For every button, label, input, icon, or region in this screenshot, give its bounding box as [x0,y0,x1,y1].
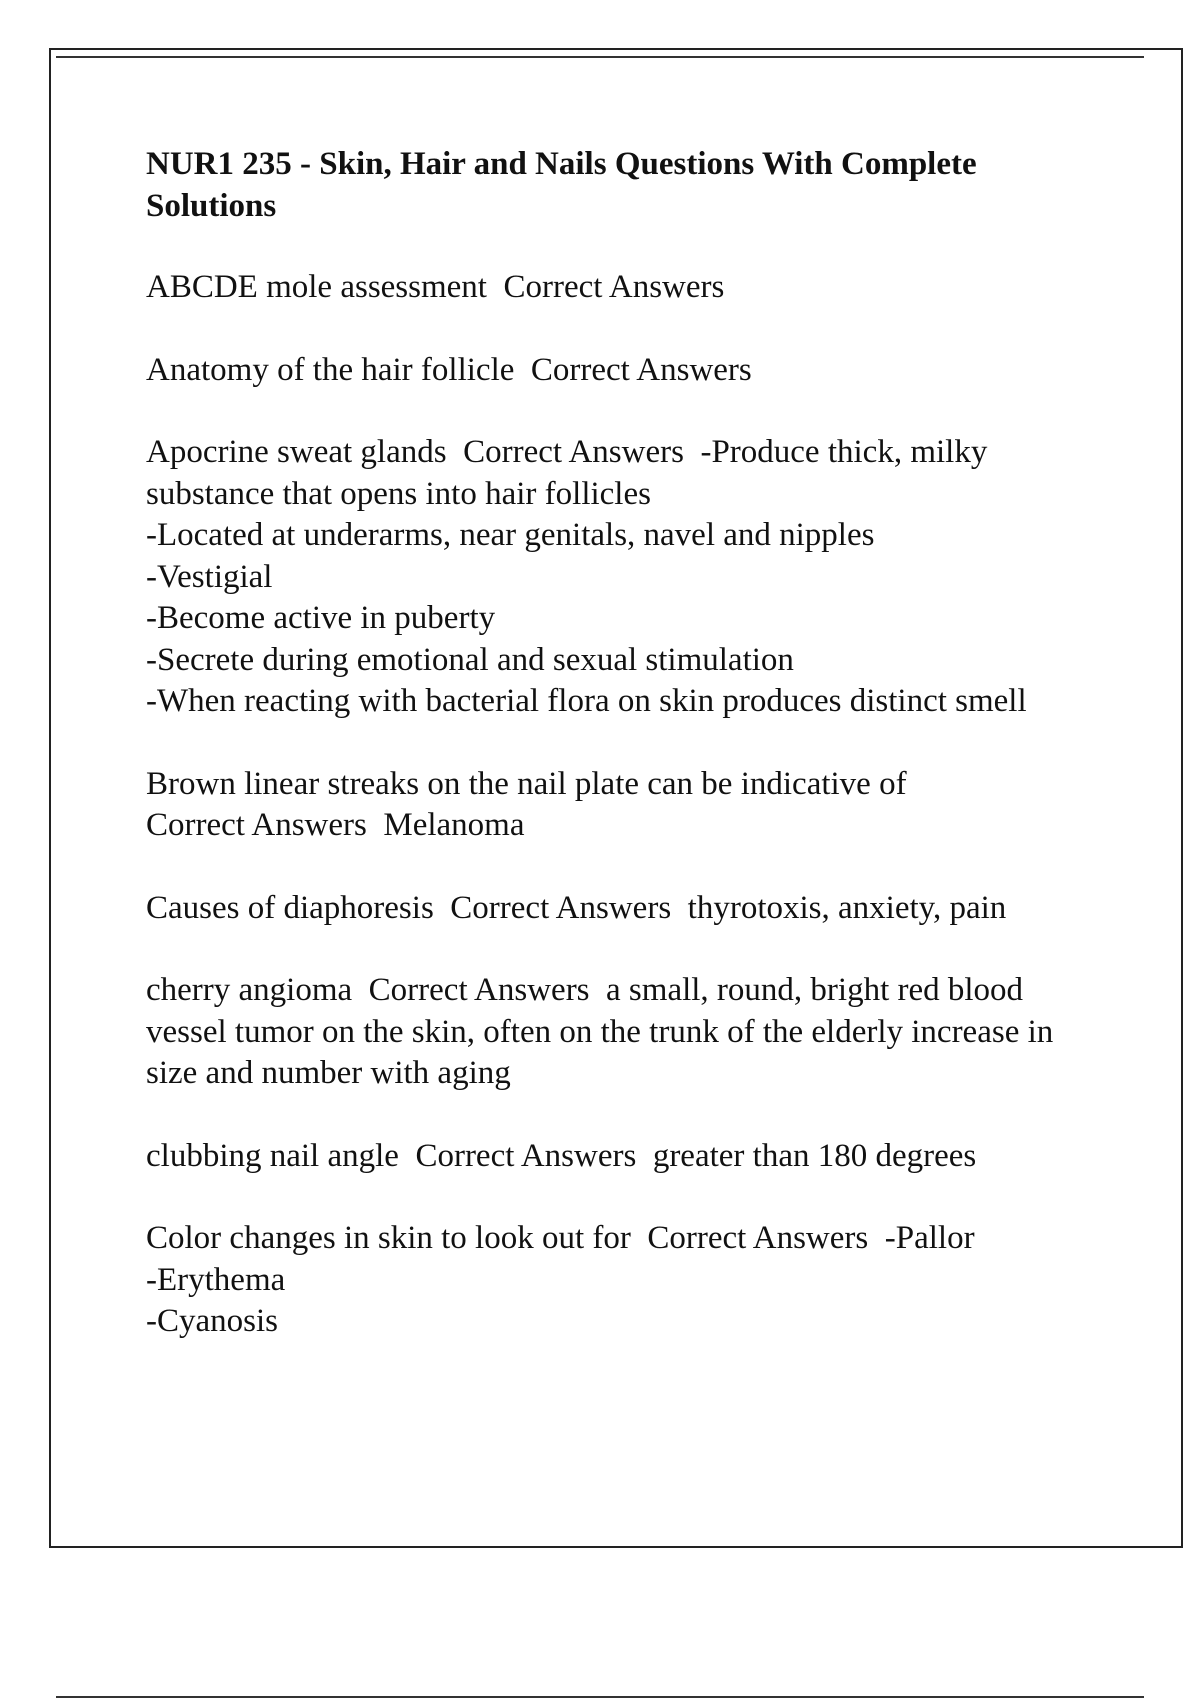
answer-label: Correct Answers [647,1220,869,1256]
question-text: clubbing nail angle [146,1137,399,1174]
footer-rule [56,1696,1144,1698]
question-text: Apocrine sweat glands [146,434,447,470]
answer-label: Correct Answers [503,269,725,305]
question-text: cherry angioma [146,972,353,1008]
answer-text: greater than 180 degrees [652,1137,977,1174]
answer-label: Correct Answers [368,972,590,1008]
answer-label: Correct Answers [146,807,367,843]
qa-entry [146,1218,1106,1343]
question-text: Anatomy of the hair follicle [146,351,515,388]
answer-text: -Produce thick, milky substance that opens into hair follicles -Located at underarms, near genitals, navel and nipples -Vestigial -Become active in puberty -Secrete during emotional and sexual stimulation -When reacting with bacterial flora on skin produces distinct smell [146,434,1027,719]
question-text: ABCDE mole assessment [146,269,487,305]
answer-text: thyrotoxis, anxiety, pain [687,889,1007,926]
header-rule [56,56,1144,58]
qa-entry [146,432,1106,723]
document-body [146,143,1106,1384]
answer-text: Melanoma [383,807,525,843]
answer-text: -Pallor -Erythema -Cyanosis [146,1220,975,1339]
answer-label: Correct Answers [415,1137,637,1174]
question-text: Color changes in skin to look out for [146,1220,631,1256]
answer-label: Correct Answers [463,434,684,470]
qa-entry [146,970,1106,1095]
answer-label: Correct Answers [450,889,672,926]
qa-entry [146,888,1106,930]
answer-label: Correct Answers [530,351,752,388]
qa-entry [146,764,1106,847]
question-text: Brown linear streaks on the nail plate can be indicative of [146,765,907,802]
answer-text: a small, round, bright red blood vessel tumor on the skin, often on the trunk of the elderly increase in size and number with aging [146,972,1054,1091]
qa-entry [146,1136,1106,1178]
question-text: Causes of diaphoresis [146,889,434,926]
qa-entry [146,267,1106,309]
document-title: NUR1 235 - Skin, Hair and Nails Questions With Complete Solutions [146,146,977,224]
qa-entry [146,350,1106,392]
